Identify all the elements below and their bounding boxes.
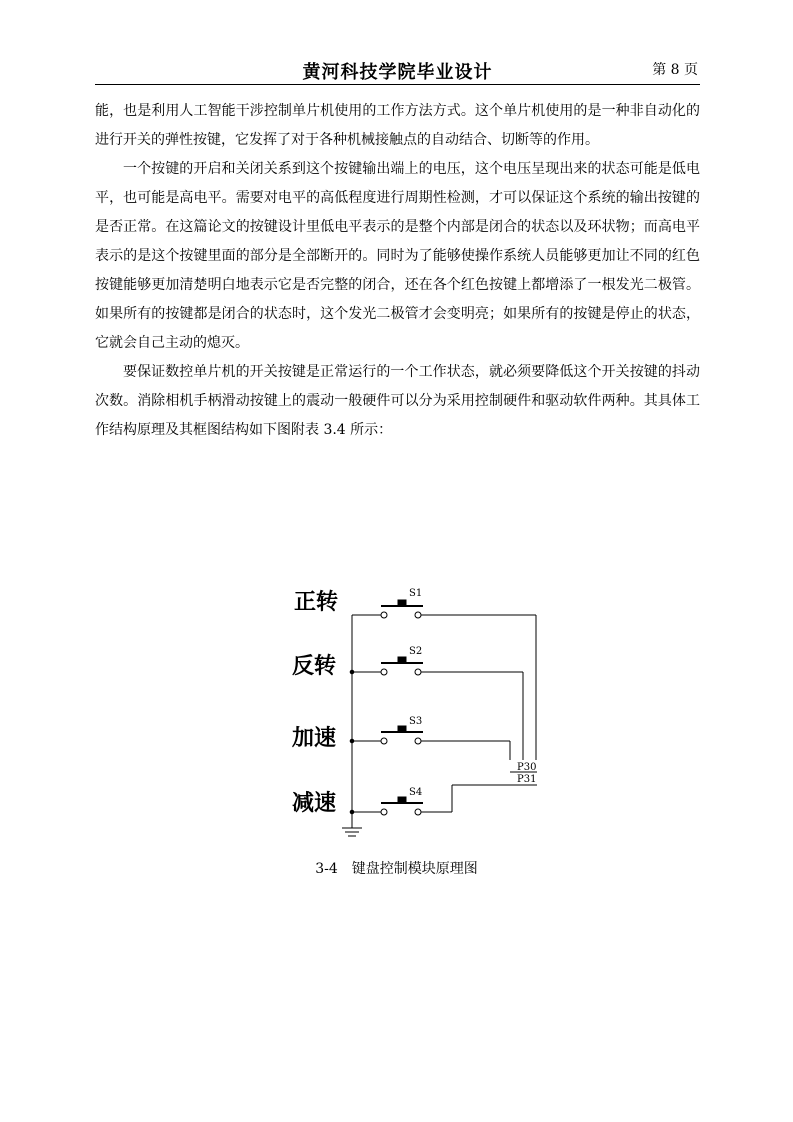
switch-label-s4: S4 [409, 787, 423, 798]
switch-s1 [352, 588, 536, 760]
switch-label-s2: S2 [409, 646, 423, 657]
body-text [95, 97, 700, 445]
caption-number: 3-4 [315, 861, 338, 877]
figure-caption [0, 858, 793, 878]
switch-label-s3: S3 [409, 716, 423, 727]
switch-s4 [352, 785, 510, 815]
page-header [95, 56, 700, 85]
header-title: 黄河科技学院毕业设计 [302, 62, 493, 83]
label-reverse: 反转 [292, 654, 337, 679]
switch-label-s1: S1 [409, 588, 423, 599]
paragraph-1: 能，也是利用人工智能干涉控制单片机使用的工作方法方式。这个单片机使用的是一种非自动化的进行开关的弹性按键，它发挥了对于各种机械接触点的自动结合、切断等的作用。 [95, 103, 700, 148]
port-label-p31: P31 [517, 774, 537, 785]
switch-s2 [352, 646, 523, 760]
switch-s3 [352, 716, 510, 760]
page-number: 第 8 页 [652, 62, 698, 78]
label-accelerate: 加速 [292, 726, 337, 751]
paragraph-2: 一个按键的开启和关闭关系到这个按键输出端上的电压，这个电压呈现出来的状态可能是低电平，也可能是高电平。需要对电平的高低程度进行周期性检测，才可以保证这个系统的输出按键的是否正常。在这篇论文的按键设计里低电平表示的是整个内部是闭合的状态以及环状物；而高电平表示的是这个按键里面的部分是全部断开的。同时为了能够使操作系统人员能够更加让不同的红色按键能够更加清楚明白地表示它是否完整的闭合，还在各个红色按键上都增添了一根发光二极管。如果所有的按键都是闭合的状态时，这个发光二极管才会变明亮；如果所有的按键是停止的状态，它就会自己主动的熄灭。 [95, 161, 700, 351]
port-label-p30: P30 [517, 762, 537, 773]
label-forward: 正转 [294, 590, 339, 615]
caption-text: 键盘控制模块原理图 [351, 861, 478, 877]
keyboard-circuit-diagram [280, 575, 550, 845]
paragraph-3: 要保证数控单片机的开关按键是正常运行的一个工作状态，就必须要降低这个开关按键的抖动次数。消除相机手柄滑动按键上的震动一般硬件可以分为采用控制硬件和驱动软件两种。其具体工作结构原理及其框图结构如下图附表 3.4 所示： [95, 364, 700, 438]
label-decelerate: 减速 [292, 791, 337, 816]
